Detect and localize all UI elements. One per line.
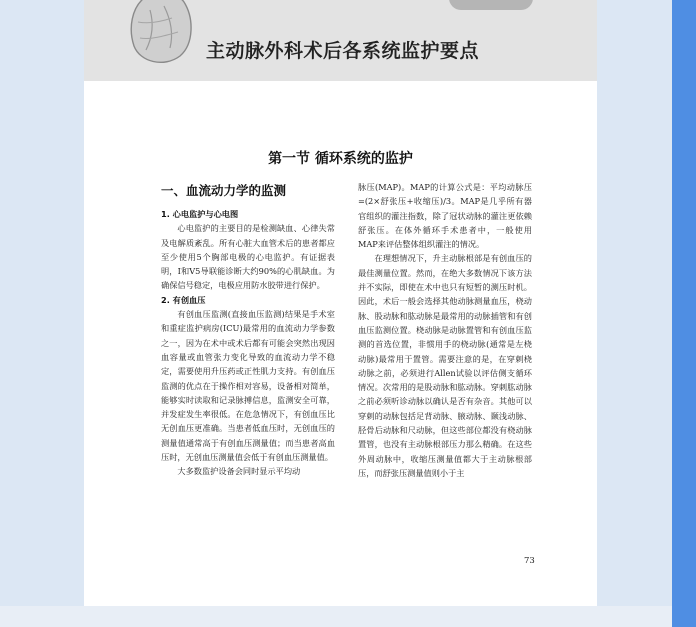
left-text-column bbox=[161, 180, 335, 479]
right-text-column bbox=[358, 180, 532, 480]
paragraph-ecg: 心电监护的主要目的是检测缺血、心律失常及电解质紊乱。所有心脏大血管术后的患者都应至少使用5个胸部电极的心电监护。有证据表明，Ⅰ和V5导联能诊断大约90%的心肌缺血。为确保信号稳定，电极应用防水胶带进行保护。 bbox=[161, 223, 335, 291]
section-title: 第一节 循环系统的监护 bbox=[268, 151, 413, 167]
heart-emblem-icon bbox=[124, 0, 198, 68]
chapter-header bbox=[84, 0, 597, 81]
chapter-title: 主动脉外科术后各系统监护要点 bbox=[206, 40, 480, 62]
subheading-invasive-bp: 2. 有创血压 bbox=[161, 294, 206, 305]
paragraph-monitor-display: 大多数监护设备会同时显示平均动 bbox=[177, 466, 301, 477]
page-number: 73 bbox=[524, 556, 535, 566]
subheading-ecg: 1. 心电监护与心电图 bbox=[161, 209, 239, 219]
chapter-number-tab bbox=[449, 0, 533, 10]
paragraph-invasive-bp: 有创血压监测(直接血压监测)结果是手术室和重症监护病房(ICU)最常用的血流动力学参数之一，因为在术中或术后都有可能会突然出现因血容量或血管张力变化导致的血流动力学不稳定，需要使用升压药或正性肌力支持。有创血压监测的优点在于操作相对容易，设备相对简单，能够实时读取和记录脉搏信息，监测安全可靠，并发症发生率很低。在危急情况下，有创血压比无创血压更准确。当患者低血压时，无创血压的测量值通常高于有创血压测量值；而当患者高血压时，无创血压测量值会低于有创血压测量值。 bbox=[161, 309, 335, 463]
bottom-background-band bbox=[0, 606, 672, 627]
heading-hemodynamics: 一、血流动力学的监测 bbox=[161, 183, 287, 198]
paragraph-measurement-sites: 在理想情况下，升主动脉根部是有创血压的最佳测量位置。然而，在绝大多数情况下该方法并不实际，即使在术中也只有短暂的测压时机。因此，术后一般会选择其他动脉测量血压，桡动脉、股动脉和肱动脉是最常用的动脉插管和有创血压监测位置。桡动脉是动脉置管和有创血压监测的首选位置，非惯用手的桡动脉(通常是左桡动脉)最常用于置管。需要注意的是，在穿刺桡动脉之前，必须进行Allen试验以评估侧支循环情况。次常用的是股动脉和肱动脉。穿刺肱动脉之前必须听诊动脉以确认是否有杂音。其他可以穿刺的动脉包括足背动脉、腋动脉、颞浅动脉、胫骨后动脉和尺动脉，但这些部位都没有桡动脉置管，也没有主动脉根部压力那么精确。在这些外周动脉中，收缩压测量值都大于主动脉根部压，而舒张压测量值则小于主 bbox=[358, 253, 532, 478]
book-page bbox=[84, 0, 597, 606]
paragraph-map: 脉压(MAP)。MAP的计算公式是：平均动脉压=(2×舒张压+收缩压)/3。MAP是几乎所有器官组织的灌注指数，除了冠状动脉的灌注更依赖舒张压。在体外循环手术患者中，一般使用MAP来评估整体组织灌注的情况。 bbox=[358, 182, 532, 250]
right-accent-strip bbox=[672, 0, 696, 627]
